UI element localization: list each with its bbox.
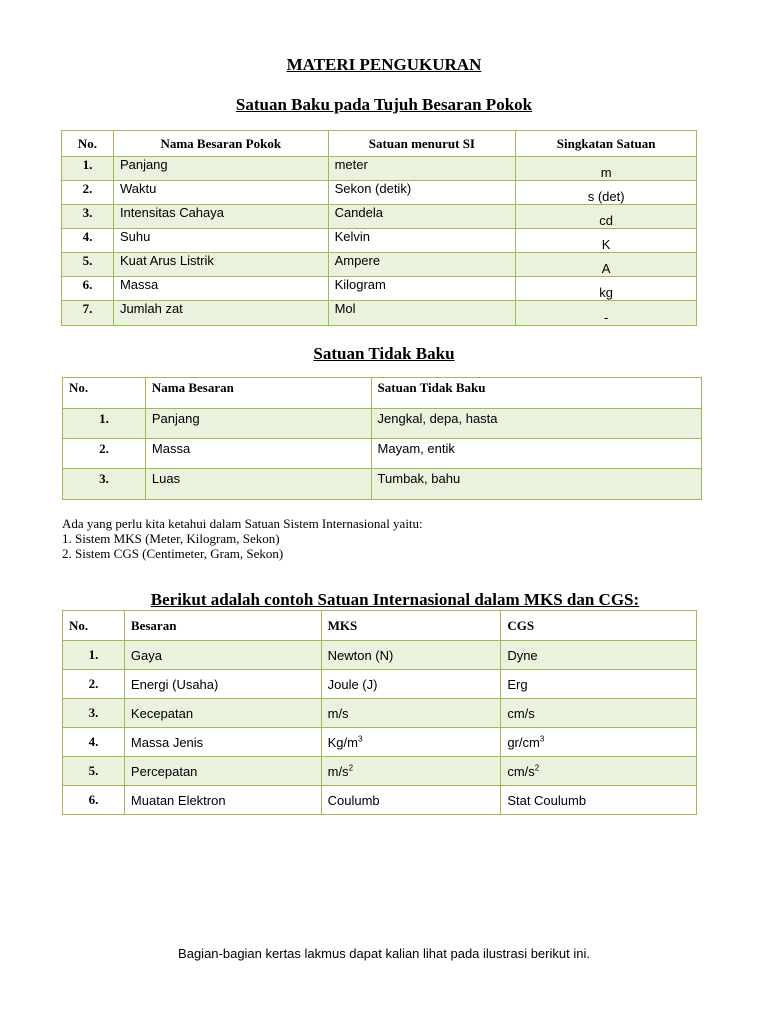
table-row bbox=[63, 409, 702, 439]
header-satuan: Satuan menurut SI bbox=[328, 131, 516, 157]
table-row bbox=[63, 728, 697, 757]
table-row bbox=[63, 670, 697, 699]
table-row bbox=[62, 301, 697, 326]
cell-singkatan: s (det) bbox=[516, 181, 697, 205]
cell-nama: Kuat Arus Listrik bbox=[113, 253, 328, 277]
cgs-value: Erg bbox=[507, 676, 528, 692]
cell-satuan: Mol bbox=[328, 301, 516, 326]
cell-nama: Massa bbox=[145, 439, 371, 469]
cell-besaran: Energi (Usaha) bbox=[124, 670, 321, 699]
cell-no: 7. bbox=[62, 301, 114, 326]
cell-satuan: Tumbak, bahu bbox=[371, 469, 701, 500]
cell-satuan: meter bbox=[328, 157, 516, 181]
table-header-row bbox=[63, 378, 702, 409]
cgs-value: Stat Coulumb bbox=[507, 792, 587, 808]
cell-mks bbox=[321, 670, 501, 699]
cell-no: 4. bbox=[63, 728, 125, 757]
cell-nama: Jumlah zat bbox=[113, 301, 328, 326]
mks-exponent: 2 bbox=[348, 763, 354, 773]
table-row bbox=[63, 469, 702, 500]
cell-no: 4. bbox=[62, 229, 114, 253]
notes-item-mks: 1. Sistem MKS (Meter, Kilogram, Sekon) bbox=[62, 531, 280, 546]
table-row bbox=[62, 157, 697, 181]
header-cgs: CGS bbox=[501, 611, 697, 641]
cell-singkatan: kg bbox=[516, 277, 697, 301]
cell-no: 2. bbox=[63, 670, 125, 699]
mks-value: Newton (N) bbox=[327, 647, 394, 663]
cell-cgs bbox=[501, 699, 697, 728]
cell-mks bbox=[321, 641, 501, 670]
table-row bbox=[62, 205, 697, 229]
cell-mks bbox=[321, 757, 501, 786]
cell-satuan: Kilogram bbox=[328, 277, 516, 301]
cell-no: 3. bbox=[63, 699, 125, 728]
header-singkatan: Singkatan Satuan bbox=[516, 131, 697, 157]
cell-singkatan: K bbox=[516, 229, 697, 253]
header-nama: Nama Besaran bbox=[145, 378, 371, 409]
cell-no: 2. bbox=[62, 181, 114, 205]
cell-satuan: Ampere bbox=[328, 253, 516, 277]
table-satuan-tidak-baku bbox=[62, 377, 702, 500]
notes-block bbox=[62, 516, 423, 561]
table-row bbox=[63, 641, 697, 670]
table-row bbox=[63, 786, 697, 815]
table-mks-cgs bbox=[62, 610, 697, 815]
cell-nama: Suhu bbox=[113, 229, 328, 253]
mks-value: Coulumb bbox=[327, 792, 380, 808]
mks-exponent: 3 bbox=[357, 734, 363, 744]
section-title-satuan-tidak-baku: Satuan Tidak Baku bbox=[313, 344, 455, 363]
cell-nama: Waktu bbox=[113, 181, 328, 205]
cell-no: 3. bbox=[63, 469, 146, 500]
cell-nama: Luas bbox=[145, 469, 371, 500]
header-no: No. bbox=[62, 131, 114, 157]
cell-mks bbox=[321, 728, 501, 757]
cell-mks bbox=[321, 699, 501, 728]
section-title-satuan-baku: Satuan Baku pada Tujuh Besaran Pokok bbox=[235, 95, 533, 114]
footer-caption: Bagian-bagian kertas lakmus dapat kalian lihat pada ilustrasi berikut ini. bbox=[178, 946, 590, 961]
cell-besaran: Kecepatan bbox=[124, 699, 321, 728]
cell-no: 5. bbox=[63, 757, 125, 786]
mks-value: m/s bbox=[327, 763, 349, 779]
cell-cgs bbox=[501, 641, 697, 670]
header-no: No. bbox=[63, 611, 125, 641]
cell-satuan: Kelvin bbox=[328, 229, 516, 253]
cgs-value: cm/s bbox=[507, 705, 535, 721]
cell-satuan: Jengkal, depa, hasta bbox=[371, 409, 701, 439]
notes-intro: Ada yang perlu kita ketahui dalam Satuan Sistem Internasional yaitu: bbox=[62, 516, 423, 531]
cell-cgs bbox=[501, 728, 697, 757]
cell-besaran: Massa Jenis bbox=[124, 728, 321, 757]
table-satuan-baku bbox=[61, 130, 697, 326]
cell-besaran: Percepatan bbox=[124, 757, 321, 786]
cgs-value: cm/s bbox=[507, 763, 535, 779]
table-row bbox=[63, 757, 697, 786]
table-row bbox=[63, 439, 702, 469]
cell-satuan: Sekon (detik) bbox=[328, 181, 516, 205]
cell-cgs bbox=[501, 786, 697, 815]
cell-nama: Massa bbox=[113, 277, 328, 301]
cell-singkatan: A bbox=[516, 253, 697, 277]
cgs-exponent: 2 bbox=[534, 763, 540, 773]
table-header-row bbox=[63, 611, 697, 641]
cell-singkatan: - bbox=[516, 301, 697, 326]
cell-no: 1. bbox=[62, 157, 114, 181]
mks-value: Kg/m bbox=[327, 734, 358, 750]
page-title: MATERI PENGUKURAN bbox=[286, 55, 482, 74]
cell-besaran: Gaya bbox=[124, 641, 321, 670]
cell-no: 1. bbox=[63, 641, 125, 670]
cell-cgs bbox=[501, 670, 697, 699]
cgs-exponent: 3 bbox=[539, 734, 545, 744]
cgs-value: Dyne bbox=[507, 647, 538, 663]
cell-nama: Intensitas Cahaya bbox=[113, 205, 328, 229]
header-mks: MKS bbox=[321, 611, 501, 641]
header-no: No. bbox=[63, 378, 146, 409]
cell-satuan: Mayam, entik bbox=[371, 439, 701, 469]
table-row bbox=[62, 229, 697, 253]
header-nama: Nama Besaran Pokok bbox=[113, 131, 328, 157]
notes-item-cgs: 2. Sistem CGS (Centimeter, Gram, Sekon) bbox=[62, 546, 284, 561]
cell-no: 1. bbox=[63, 409, 146, 439]
cell-nama: Panjang bbox=[113, 157, 328, 181]
table-row bbox=[62, 277, 697, 301]
table-row bbox=[62, 181, 697, 205]
section-title-mks-cgs: Berikut adalah contoh Satuan Internasional dalam MKS dan CGS: bbox=[150, 590, 640, 609]
cell-no: 3. bbox=[62, 205, 114, 229]
cell-no: 6. bbox=[62, 277, 114, 301]
header-satuan: Satuan Tidak Baku bbox=[371, 378, 701, 409]
cell-no: 5. bbox=[62, 253, 114, 277]
cell-singkatan: m bbox=[516, 157, 697, 181]
cell-besaran: Muatan Elektron bbox=[124, 786, 321, 815]
table-row bbox=[63, 699, 697, 728]
cell-no: 6. bbox=[63, 786, 125, 815]
mks-value: Joule (J) bbox=[327, 676, 378, 692]
cell-satuan: Candela bbox=[328, 205, 516, 229]
cell-nama: Panjang bbox=[145, 409, 371, 439]
mks-value: m/s bbox=[327, 705, 349, 721]
cell-singkatan: cd bbox=[516, 205, 697, 229]
cell-cgs bbox=[501, 757, 697, 786]
table-row bbox=[62, 253, 697, 277]
cell-mks bbox=[321, 786, 501, 815]
table-header-row bbox=[62, 131, 697, 157]
cell-no: 2. bbox=[63, 439, 146, 469]
header-besaran: Besaran bbox=[124, 611, 321, 641]
cgs-value: gr/cm bbox=[507, 734, 540, 750]
